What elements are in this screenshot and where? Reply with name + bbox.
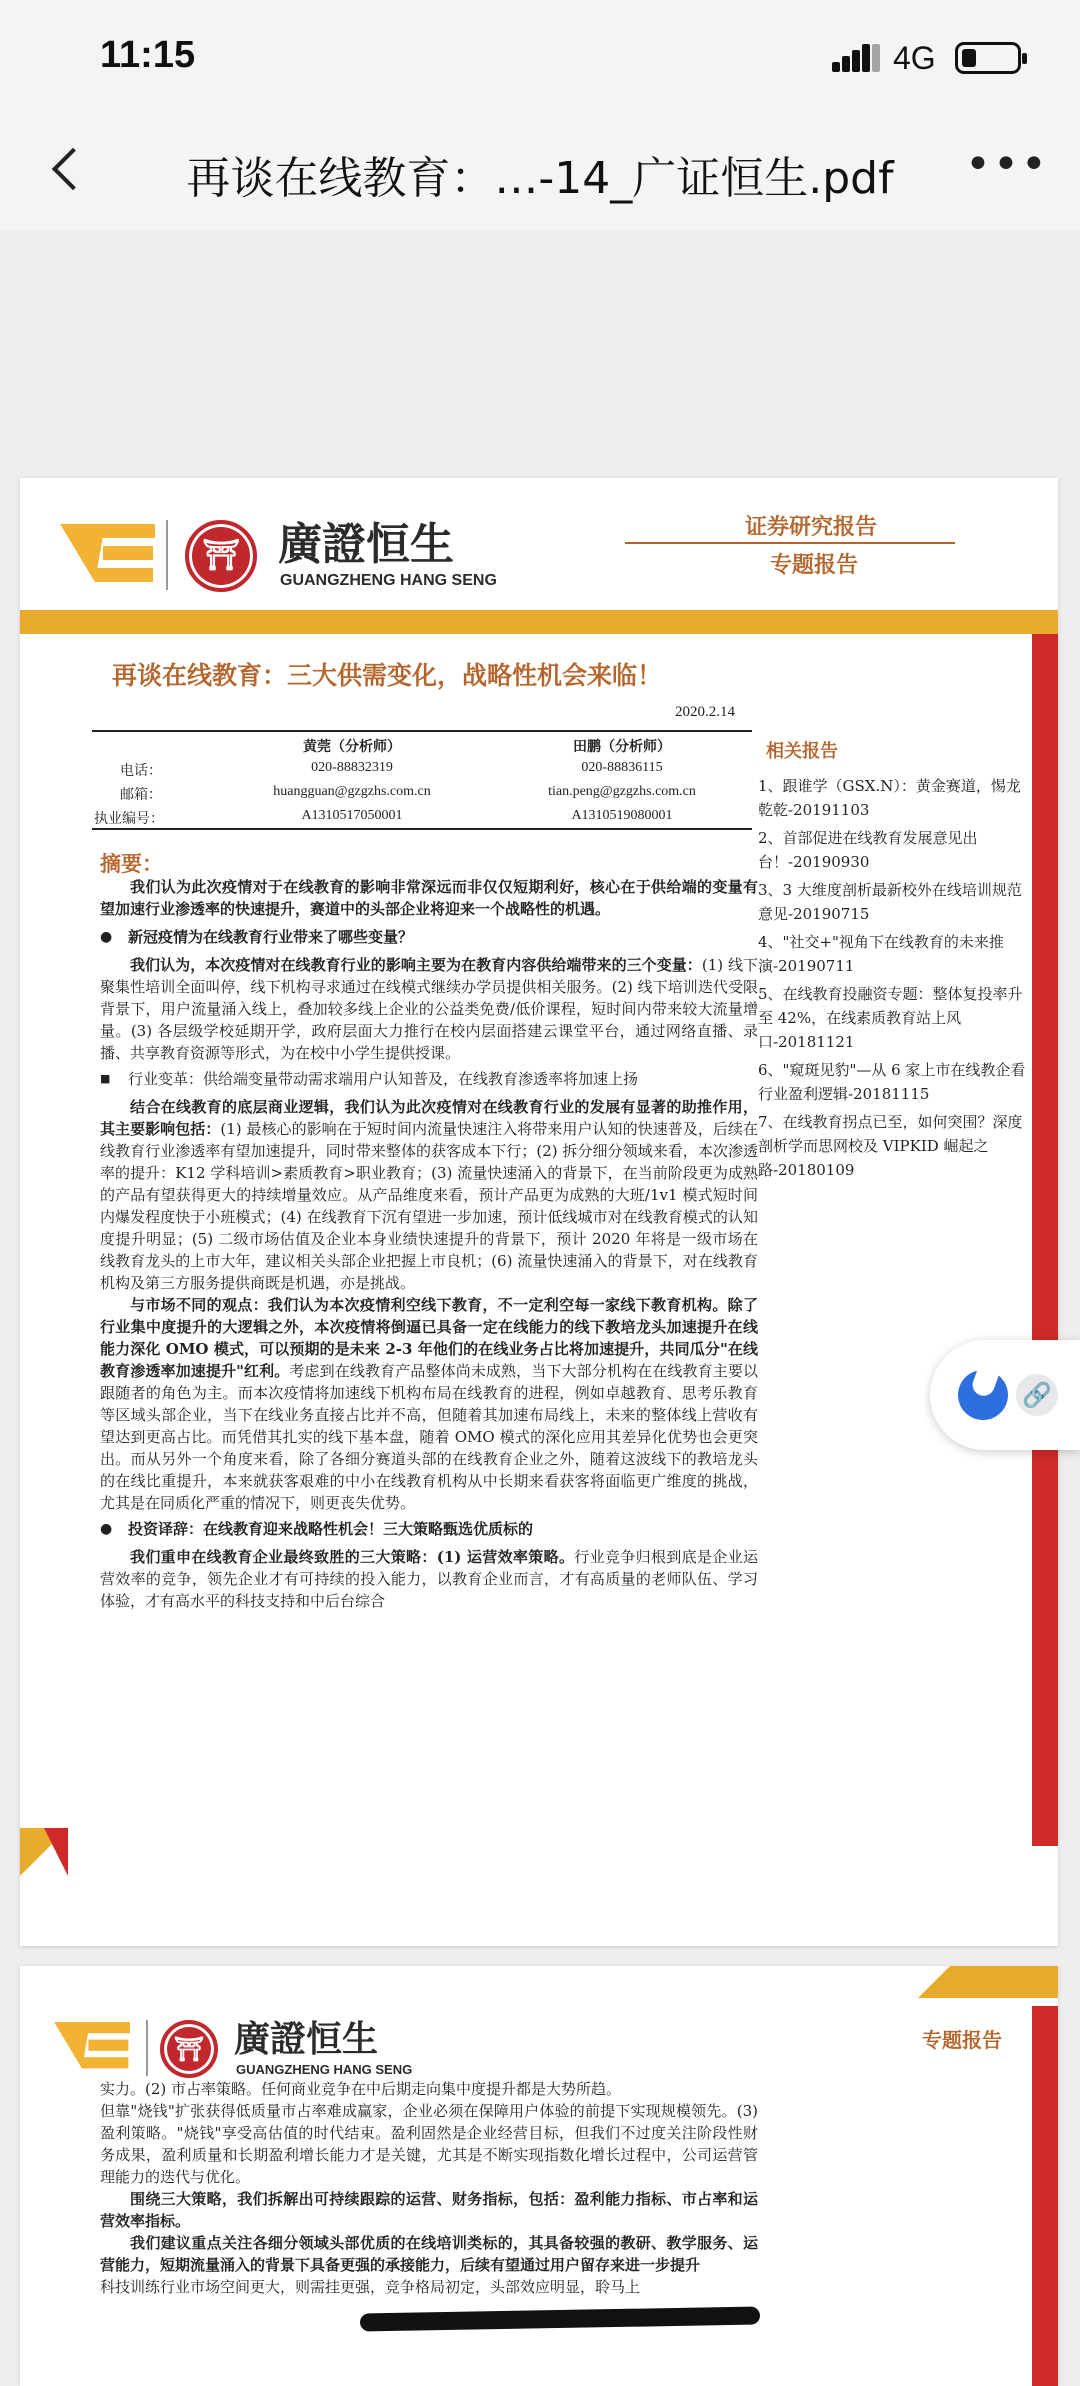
- status-bar: [0, 0, 1080, 120]
- analyst-phone-row: [92, 756, 752, 780]
- battery-icon: [955, 42, 1021, 74]
- header-rule: [625, 542, 955, 544]
- para-3: 结合在线教育的底层商业逻辑，我们认为此次疫情对在线教育行业的发展有显著的助推作用，其主要影响包括：(1) 最核心的影响在于短时间内流量快速注入将带来用户认知的快速普及，后续在线教育行业渗透率有望加速提升，同时带来整体的获客成本下行；(2) 拆分细分领域来看，本次渗透率的提升：K12 学科培训>素质教育>职业教育；(3) 流量快速涌入的背景下，在当前阶段更为成熟的产品有望获得更大的持续增量效应。从产品维度来看，预计产品更为成熟的大班/1v1 模式短时间内爆发程度快于小班模式；(4) 在线教育下沉有望进一步加速，预计低线城市对在线教育模式的认知度提升明显；(5) 二级市场估值及企业本身业绩快速提升的背景下，预计 2020 年将是一级市场在线教育龙头的上市大年，建议相关头部企业把握上市良机；(6) 流量快速涌入的背景下，对在线教育机构及第三方服务提供商既是机遇，亦是挑战。: [100, 1098, 758, 1292]
- seal-icon: ⛩: [185, 520, 257, 592]
- analyst-2-phone: 020-88836115: [581, 760, 663, 775]
- pdf-page-1[interactable]: [20, 478, 1058, 1946]
- clock: 11:15: [100, 34, 196, 76]
- header-band: [950, 1966, 1058, 1998]
- network-type: 4G: [893, 40, 936, 76]
- floating-toolbar[interactable]: [930, 1340, 1080, 1450]
- p2-line-5: 科技训练行业市场空间更大，则需挂更强，竞争格局初定，头部效应明显，聆马上: [100, 2278, 641, 2296]
- nav-bar: [0, 120, 1080, 230]
- p2-line-2: 但靠"烧钱"扩张获得低质量市占率难成赢家，企业必须在保障用户体验的前提下实现规模领先。(3) 盈利策略。"烧钱"享受高估值的时代结束。盈利固然是企业经营目标，但我们不过度关注阶段性财务成果，盈利质量和长期盈利增长能力才是关键，尤其是不断实现指数化增长过程中，公司运营管理能力的迭代与优化。: [100, 2102, 758, 2186]
- bullet-1: ● 新冠疫情为在线教育行业带来了哪些变量？: [100, 926, 758, 948]
- para-5: 我们重申在线教育企业最终致胜的三大策略：(1) 运营效率策略。行业竞争归根到底是企业运营效率的竞争，领先企业才有可持续的投入能力，以教育企业而言，才有高质量的老师队伍、学习体验，才有高水平的科技支持和中后台综合: [100, 1548, 758, 1610]
- analyst-1-phone: 020-88832319: [311, 760, 393, 775]
- related-reports: [758, 740, 1028, 1186]
- analyst-2-name: 田鹏（分析师）: [573, 739, 671, 755]
- side-accent-bar: [1032, 2006, 1058, 2386]
- analyst-1-license: A1310517050001: [301, 808, 403, 823]
- related-item: 5、在线教育投融资专题：整体复投率升至 42%，在线素质教育站上风口-20181121: [758, 985, 1023, 1051]
- brand-name-cn: 廣證恒生: [234, 2018, 379, 2060]
- p2-line-1: 实力。(2) 市占率策略。任何商业竞争在中后期走向集中度提升都是大势所趋。: [100, 2080, 622, 2098]
- p2-line-3: 围绕三大策略，我们拆解出可持续跟踪的运营、财务指标，包括：盈利能力指标、市占率和运营效率指标。: [100, 2190, 758, 2230]
- p2-line-4: 我们建议重点关注各细分领域头部优质的在线培训类标的，其具备较强的教研、教学服务、运营能力，短期流量涌入的背景下具备更强的承接能力，后续有望通过用户留存来进一步提升: [100, 2234, 758, 2274]
- share-icon[interactable]: [958, 1370, 1008, 1420]
- summary-body: [100, 876, 758, 1612]
- related-item: 2、首部促进在线教育发展意见出台！-20190930: [758, 829, 978, 871]
- license-label: 执业编号：: [94, 811, 164, 827]
- seal-icon: ⛩: [160, 2020, 218, 2078]
- redaction-mark: [360, 2307, 760, 2332]
- report-date: 2020.2.14: [675, 704, 735, 720]
- related-item: 6、"窥斑见豹"—从 6 家上市在线教企看行业盈利逻辑-20181115: [758, 1061, 1026, 1103]
- back-chevron-icon[interactable]: [40, 140, 100, 200]
- report-subtype-label: 专题报告: [770, 552, 859, 578]
- related-item: 4、"社交+"视角下在线教育的未来推演-20190711: [758, 933, 1004, 975]
- pdf-page-2[interactable]: [20, 1966, 1058, 2386]
- related-item: 1、跟谁学（GSX.N）：黄金赛道，惕龙乾乾-20191103: [758, 777, 1021, 819]
- para-2: 我们认为，本次疫情对在线教育行业的影响主要为在教育内容供给端带来的三个变量：(1) 线下聚集性培训全面叫停，线下机构寻求通过在线模式继续办学员提供相关服务。(2) 线下培训迭代受限背景下，用户流量涌入线上，叠加较多线上企业的公益类免费/低价课程，短时间内带来较大流量增量。(3) 各层级学校延期开学，政府层面大力推行在校内层面搭建云课堂平台，通过网络直播、录播、共享教育资源等形式，为在校中小学生提供授课。: [100, 956, 758, 1062]
- bullet-3: ● 投资译辞：在线教育迎来战略性机会！三大策略甄选优质标的: [100, 1518, 758, 1540]
- bullet-2: ■ 行业变革：供给端变量带动需求端用户认知普及，在线教育渗透率将加速上扬: [100, 1068, 758, 1090]
- related-item: 3、3 大维度剖析最新校外在线培训规范意见-20190715: [758, 881, 1022, 923]
- header-band: [20, 610, 1058, 634]
- signal-icon: [832, 42, 880, 72]
- link-icon[interactable]: 🔗: [1016, 1374, 1058, 1416]
- brand-name-en: GUANGZHENG HANG SENG: [280, 572, 497, 589]
- analyst-2-email: tian.peng@gzgzhs.com.cn: [548, 784, 696, 799]
- related-heading: 相关报告: [766, 741, 838, 762]
- document-title: 再谈在线教育：…-14_广证恒生.pdf: [186, 153, 894, 204]
- more-dots-icon[interactable]: •••: [965, 139, 1049, 190]
- para-1: 我们认为此次疫情对于在线教育的影响非常深远而非仅仅短期利好，核心在于供给端的变量有望加速行业渗透率的快速提升，赛道中的头部企业将迎来一个战略性的机遇。: [100, 878, 758, 918]
- side-accent-bar: [1032, 634, 1058, 1846]
- analyst-2-license: A1310519080001: [571, 808, 673, 823]
- phone-label: 电话：: [120, 763, 162, 779]
- logo-divider: [166, 520, 168, 590]
- report-title: 再谈在线教育：三大供需变化，战略性机会来临！: [112, 661, 663, 690]
- page2-body: [100, 2078, 758, 2298]
- brand-name-en: GUANGZHENG HANG SENG: [236, 2062, 413, 2077]
- analyst-license-row: [92, 804, 752, 828]
- para-4: 与市场不同的观点：我们认为本次疫情利空线下教育，不一定利空每一家线下教育机构。除了行业集中度提升的大逻辑之外，本次疫情将倒逼已具备一定在线能力的线下教培龙头加速提升在线能力深化 OMO 模式，可以预期的是未来 2-3 年他们的在线业务占比将加速提升，共同瓜分"在线教育渗透率加速提升"红利。考虑到在线教育产品整体尚未成熟，当下大部分机构在在线教育主要以跟随者的角色为主。而本次疫情将加速线下机构布局在线教育的进程，例如卓越教育、思考乐教育等区域头部企业，当下在线业务直接占比并不高，但随着其加速布局线上，未来的整体线上营收有望达到更高占比。而凭借其扎实的线下基本盘，随着 OMO 模式的深化应用其差异化优势也会更突出。而从另外一个角度来看，除了各细分赛道头部的在线教育企业之外，随着这波线下的教培龙头的在线比重提升，本来就获客艰难的中小在线教育机构从中长期来看获客将面临更广维度的挑战，尤其是在同质化严重的情况下，则更丧失优势。: [100, 1296, 758, 1512]
- analyst-email-row: [92, 780, 752, 804]
- analyst-1-name: 黄莞（分析师）: [303, 739, 401, 755]
- summary-heading: 摘要：: [100, 851, 163, 876]
- report-type-label: 证券研究报告: [745, 514, 878, 540]
- report-type-label: 专题报告: [922, 2028, 1002, 2052]
- brand-name-cn: 廣證恒生: [278, 519, 454, 570]
- related-item: 7、在线教育拐点已至，如何突围？深度剖析学而思网校及 VIPKID 崛起之路-20180109: [758, 1113, 1023, 1179]
- logo-icon: [55, 524, 155, 582]
- analyst-1-email: huangguan@gzgzhs.com.cn: [273, 784, 431, 799]
- analyst-table: [92, 730, 752, 830]
- logo-divider: [146, 2020, 148, 2076]
- email-label: 邮箱：: [120, 787, 162, 803]
- analyst-header-row: [92, 732, 752, 756]
- logo-icon: [50, 2022, 130, 2068]
- corner-decoration-red: [20, 1828, 68, 1876]
